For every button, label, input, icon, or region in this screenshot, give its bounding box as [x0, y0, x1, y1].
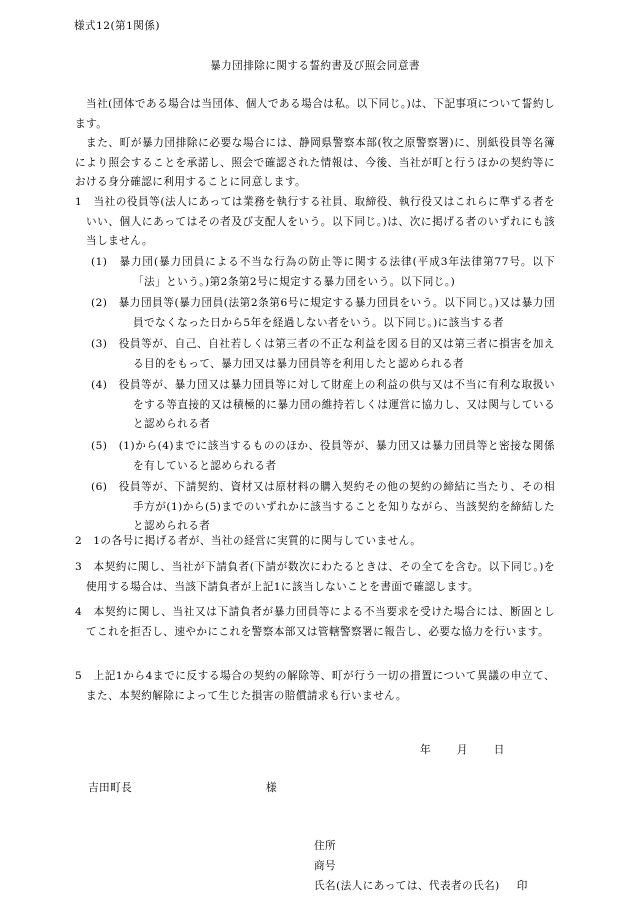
clause-2-text: 2 1の各号に掲げる者が、当社の経営に実質的に関与していません。: [75, 535, 422, 547]
clause-1-item-list: [87, 253, 555, 537]
honorific: 様: [266, 782, 278, 794]
document-title: 暴力団排除に関する誓約書及び照会同意書: [210, 60, 420, 72]
clause-3-text: 3 本契約に関し、当社が下請負者(下請が数次にわたるときは、その全てを含む。以下同じ。)を使用する場合は、当該下請負者が上記1に該当しないことを書面で確認します。: [75, 561, 555, 593]
clause-2: [75, 532, 555, 552]
clause-1-item: (2) 暴力団員等(暴力団員(法第2条第6号に規定する暴力団員をいう。以下同じ。)又は暴力団員でなくなった日から5年を経過しない者をいう。以下同じ。)に該当する者: [91, 297, 555, 329]
clause-5-text: 5 上記1から4までに反する場合の契約の解除等、町が行う一切の措置について異議の申立て、また、本契約解除によって生じた損害の賠償請求も行いません。: [75, 670, 555, 702]
clause-4-text: 4 本契約に関し、当社又は下請負者が暴力団員等による不当要求を受けた場合には、断固としてこれを拒否し、速やかにこれを警察本部又は管轄警察署に報告し、必要な協力を行います。: [75, 606, 555, 638]
signature-name-label: 氏名(法人にあっては、代表者の氏名): [314, 880, 500, 892]
date-line: [420, 741, 505, 761]
clause-3: [75, 558, 555, 597]
form-number: 様式12(第1関係): [74, 20, 160, 32]
clause-1-item: (6) 役員等が、下請契約、資材又は原材料の購入契約その他の契約の締結に当たり、その相手方が(1)から(5)までのいずれかに該当することを知りながら、当該契約を締結したと認められる者: [91, 481, 555, 533]
clause-5: [75, 667, 555, 706]
date-day: 日: [493, 744, 505, 756]
signature-name-line: [314, 877, 528, 897]
signature-address-label: 住所: [314, 840, 337, 852]
clause-1-item: (3) 役員等が、自己、自社若しくは第三者の不正な利益を図る目的又は第三者に損害を加える目的をもって、暴力団又は暴力団員等を利用したと認められる者: [91, 338, 555, 370]
clause-1-item: (5) (1)から(4)までに該当するもののほか、役員等が、暴力団又は暴力団員等と密接な関係を有していると認められる者: [91, 440, 555, 472]
seal-mark: 印: [516, 880, 528, 892]
addressee: 吉田町長: [88, 782, 133, 794]
intro-paragraph-2: また、町が暴力団排除に必要な場合には、静岡県警察本部(牧之原警察署)に、別紙役員等名簿により照会することを承諾し、照会で確認された情報は、今後、当社が町と行うほかの契約等における身分確認に利用することに同意します。: [75, 137, 555, 189]
intro-paragraph-1: 当社(団体である場合は当団体、個人である場合は私。以下同じ。)は、下記事項について誓約します。: [75, 98, 555, 130]
clause-1-item: (4) 役員等が、暴力団又は暴力団員等に対して財産上の利益の供与又は不当に有利な取扱いをする等直接的又は積極的に暴力団の維持若しくは運営に協力し、又は関与していると認められる者: [91, 379, 555, 431]
clause-4: [75, 603, 555, 642]
clause-1-text: 1 当社の役員等(法人にあっては業務を執行する社員、取締役、執行役又はこれらに準ずる者をいい、個人にあってはその者及び支配人をいう。以下同じ。)は、次に掲げる者のいずれにも該当しません。: [75, 196, 555, 248]
clause-1-item: (1) 暴力団(暴力団員による不当な行為の防止等に関する法律(平成3年法律第77号。以下「法」という。)第2条第2号に規定する暴力団をいう。以下同じ。): [91, 256, 555, 288]
date-year: 年: [420, 744, 432, 756]
date-month: 月: [456, 744, 468, 756]
clause-1: [75, 193, 555, 252]
intro-section: [75, 95, 555, 193]
signature-trade-name-label: 商号: [314, 860, 337, 872]
